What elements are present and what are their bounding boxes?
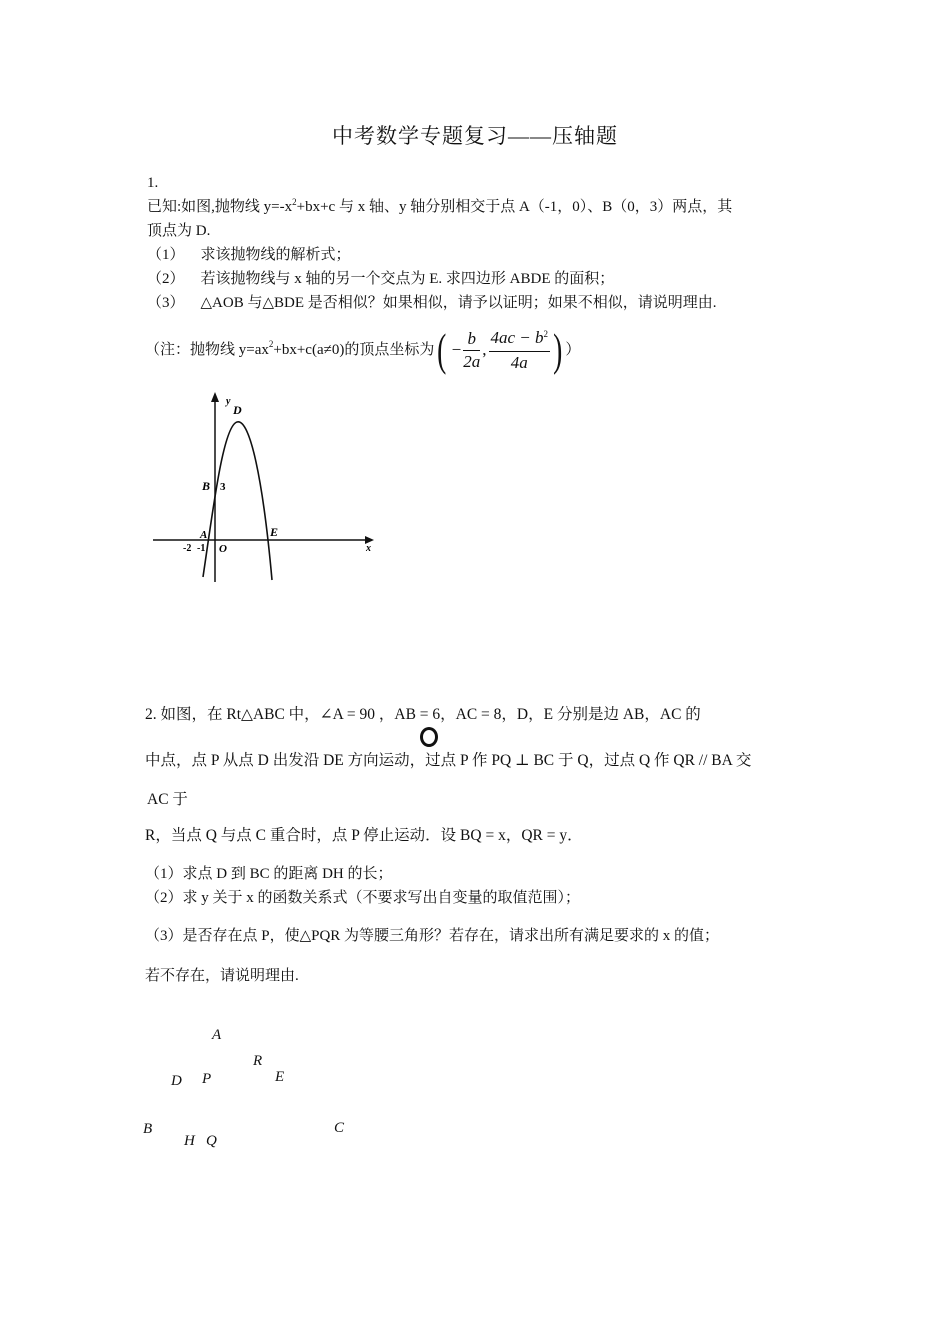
y-axis [211,392,219,582]
q2-item-1: （1）求点 D 到 BC 的距离 DH 的长； [145,866,393,882]
frac2-den: 4a [510,352,528,372]
tick-neg1: -1 [197,543,206,554]
x-axis-label: x [366,543,371,554]
q1-intro-b: +bx+c 与 x 轴、y 轴分别相交于点 A（-1，0）、B（0，3）两点，其 [296,199,733,215]
degree-circle-mark [420,727,438,747]
q2-line-2: 中点，点 P 从点 D 出发沿 DE 方向运动，过点 P 作 PQ ⊥ BC 于 Q，过点 Q 作 QR // BA 交 [145,752,752,769]
frac2-sup: 2 [543,328,549,339]
frac2-num-text: 4ac − b [490,327,544,347]
q1-item-3 [147,291,717,315]
point-a-label: A [200,529,208,541]
minus-sign: − [451,340,462,359]
q1-item-text: △AOB 与△BDE 是否相似？如果相似，请予以证明；如果不相似，请说明理由. [200,295,717,311]
label-p: P [202,1071,212,1087]
label-h: H [184,1133,195,1149]
point-b-value: 3 [220,481,226,493]
q2-item-3: （3）是否存在点 P，使△PQR 为等腰三角形？若存在，请求出所有满足要求的 x 的值； [145,928,720,944]
q2-item-2: （2）求 y 关于 x 的函数关系式（不要求写出自变量的取值范围）； [145,890,581,906]
label-q: Q [206,1133,217,1149]
frac2-num [489,327,551,352]
q2-line-3: AC 于 [147,791,188,808]
label-a: A [212,1027,222,1043]
comma: , [482,340,487,359]
q1-item-2 [147,267,614,291]
q1-intro-a: 已知:如图,抛物线 y=-x [147,199,293,215]
q1-intro-c: 顶点为 D. [147,223,211,239]
label-b: B [143,1121,153,1137]
right-paren: ) [553,324,563,375]
q1-note [145,322,580,378]
q1-note-b: +bx+c(a≠0)的顶点坐标为 [273,342,435,358]
q1-number: 1. [147,175,159,191]
q1-item-1 [147,243,351,267]
label-r: R [253,1053,263,1069]
q1-intro-sup: 2 [292,197,297,207]
vertex-label: D [233,403,242,417]
label-c: C [334,1120,345,1136]
fraction-vertex-y [489,327,551,374]
frac1-num: b [463,328,480,351]
q1-item-no: （1） [147,247,185,263]
q1-item-text: 若该抛物线与 x 轴的另一个交点为 E. 求四边形 ABDE 的面积； [200,271,615,287]
parabola-graph [145,390,395,590]
point-e-label: E [270,525,279,539]
label-d: D [171,1073,182,1089]
q1-item-no: （3） [147,295,185,311]
frac1-den: 2a [463,351,481,371]
page-title: 中考数学专题复习——压轴题 [332,124,618,148]
q1-note-sup: 2 [268,339,274,349]
fraction-b-over-2a [463,328,480,373]
origin-label: O [219,543,227,555]
point-b-label: B [202,479,211,493]
left-paren: ( [437,324,447,375]
label-e: E [275,1069,285,1085]
tick-neg2: -2 [183,543,192,554]
q2-line-4: R，当点 Q 与点 C 重合时，点 P 停止运动．设 BQ = x，QR = y． [145,827,583,844]
q2-line-1: 2. 如图，在 Rt△ABC 中，∠A = 90 ，AB = 6，AC = 8，D，E 分别是边 AB，AC 的 [145,706,701,723]
q1-note-a: （注：抛物线 y=ax [145,342,269,358]
q2-item-3b: 若不存在，请说明理由. [145,968,299,984]
y-axis-label: y [226,396,231,407]
q1-intro [147,195,732,220]
q1-note-end: ） [565,342,581,358]
q1-item-no: （2） [147,271,185,287]
parabola-curve [203,422,272,580]
q1-item-text: 求该抛物线的解析式； [200,247,351,263]
